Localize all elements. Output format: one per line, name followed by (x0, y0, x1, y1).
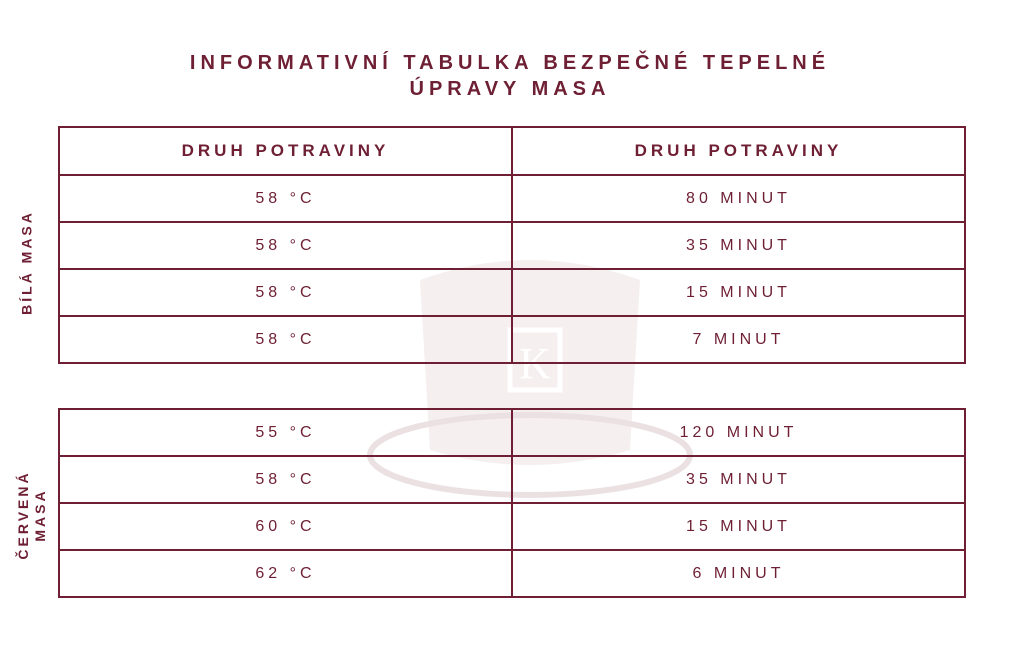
table-header-row (59, 127, 965, 175)
temp-cell: 60 °C (59, 503, 512, 550)
section-label-red-line-1: ČERVENÁ (15, 470, 31, 560)
table-row (59, 222, 965, 269)
section-label-red-line-2: MASA (32, 488, 48, 542)
time-cell: 120 MINUT (512, 409, 965, 456)
header-col-1: DRUH POTRAVINY (59, 127, 512, 175)
page-title (0, 50, 1020, 102)
temp-cell: 58 °C (59, 456, 512, 503)
time-cell: 7 MINUT (512, 316, 965, 363)
table-row (59, 409, 965, 456)
table-red-meat (58, 408, 966, 598)
table-row (59, 175, 965, 222)
time-cell: 15 MINUT (512, 503, 965, 550)
table-white-meat (58, 126, 966, 364)
table-row (59, 269, 965, 316)
section-label-red-meat (15, 450, 49, 580)
svg-text:K: K (519, 339, 551, 388)
table-row (59, 550, 965, 597)
time-cell: 6 MINUT (512, 550, 965, 597)
time-cell: 35 MINUT (512, 222, 965, 269)
table-row (59, 316, 965, 363)
temp-cell: 55 °C (59, 409, 512, 456)
time-cell: 35 MINUT (512, 456, 965, 503)
title-line-1: INFORMATIVNÍ TABULKA BEZPEČNÉ TEPELNÉ (189, 52, 831, 74)
temp-cell: 62 °C (59, 550, 512, 597)
table-row (59, 456, 965, 503)
temp-cell: 58 °C (59, 269, 512, 316)
title-line-2: ÚPRAVY MASA (409, 78, 611, 100)
table-row (59, 503, 965, 550)
section-label-white-meat: BÍLÁ MASA (18, 210, 35, 315)
time-cell: 80 MINUT (512, 175, 965, 222)
temp-cell: 58 °C (59, 222, 512, 269)
header-col-2: DRUH POTRAVINY (512, 127, 965, 175)
temp-cell: 58 °C (59, 175, 512, 222)
temp-cell: 58 °C (59, 316, 512, 363)
time-cell: 15 MINUT (512, 269, 965, 316)
